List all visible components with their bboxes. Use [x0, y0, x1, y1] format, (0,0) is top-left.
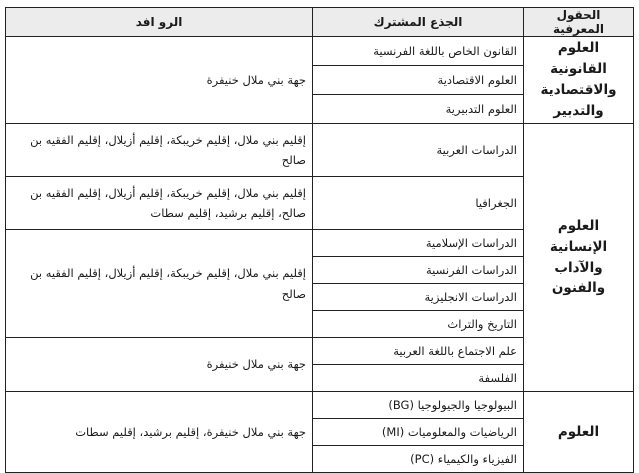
- header-row: [6, 8, 634, 37]
- table-row: [6, 124, 634, 177]
- dest-cell: جهة بني ملال خنيفرة، إقليم برشيد، إقليم سطات: [6, 392, 313, 473]
- dest-cell: إقليم بني ملال، إقليم خريبكة، إقليم أزيلال، إقليم الفقيه بن صالح، إقليم برشيد، إقليم سطات: [6, 177, 313, 230]
- field-sciences: العلوم: [524, 392, 634, 473]
- header-field: الحقول المعرفية: [524, 8, 634, 37]
- field-legal-economic: العلوم القانونية والاقتصادية والتدبير: [524, 37, 634, 124]
- stem-cell: الدراسات العربية: [313, 124, 524, 177]
- header-stem: الجذع المشترك: [313, 8, 524, 37]
- stem-cell: الدراسات الإسلامية: [313, 230, 524, 257]
- specializations-table: [5, 7, 634, 473]
- stem-cell: الدراسات الانجليزية: [313, 284, 524, 311]
- stem-cell: الرياضيات والمعلوميات (MI): [313, 419, 524, 446]
- dest-cell: إقليم بني ملال، إقليم خريبكة، إقليم أزيلال، إقليم الفقيه بن صالح: [6, 124, 313, 177]
- header-dest: الرو افد: [6, 8, 313, 37]
- dest-cell: جهة بني ملال خنيفرة: [6, 338, 313, 392]
- table-row: [6, 392, 634, 419]
- dest-cell: جهة بني ملال خنيفرة: [6, 37, 313, 124]
- stem-cell: الدراسات الفرنسية: [313, 257, 524, 284]
- stem-cell: الفلسفة: [313, 365, 524, 392]
- dest-cell: إقليم بني ملال، إقليم خريبكة، إقليم أزيلال، إقليم الفقيه بن صالح: [6, 230, 313, 338]
- stem-cell: علم الاجتماع باللغة العربية: [313, 338, 524, 365]
- field-humanities: العلوم الإنسانية والآداب والفنون: [524, 124, 634, 392]
- stem-cell: القانون الخاص باللغة الفرنسية: [313, 37, 524, 66]
- stem-cell: الجغرافيا: [313, 177, 524, 230]
- stem-cell: البيولوجيا والجيولوجيا (BG): [313, 392, 524, 419]
- stem-cell: الفيزياء والكيمياء (PC): [313, 446, 524, 473]
- stem-cell: العلوم التدبيرية: [313, 95, 524, 124]
- table-row: [6, 37, 634, 66]
- stem-cell: التاريخ والتراث: [313, 311, 524, 338]
- stem-cell: العلوم الاقتصادية: [313, 66, 524, 95]
